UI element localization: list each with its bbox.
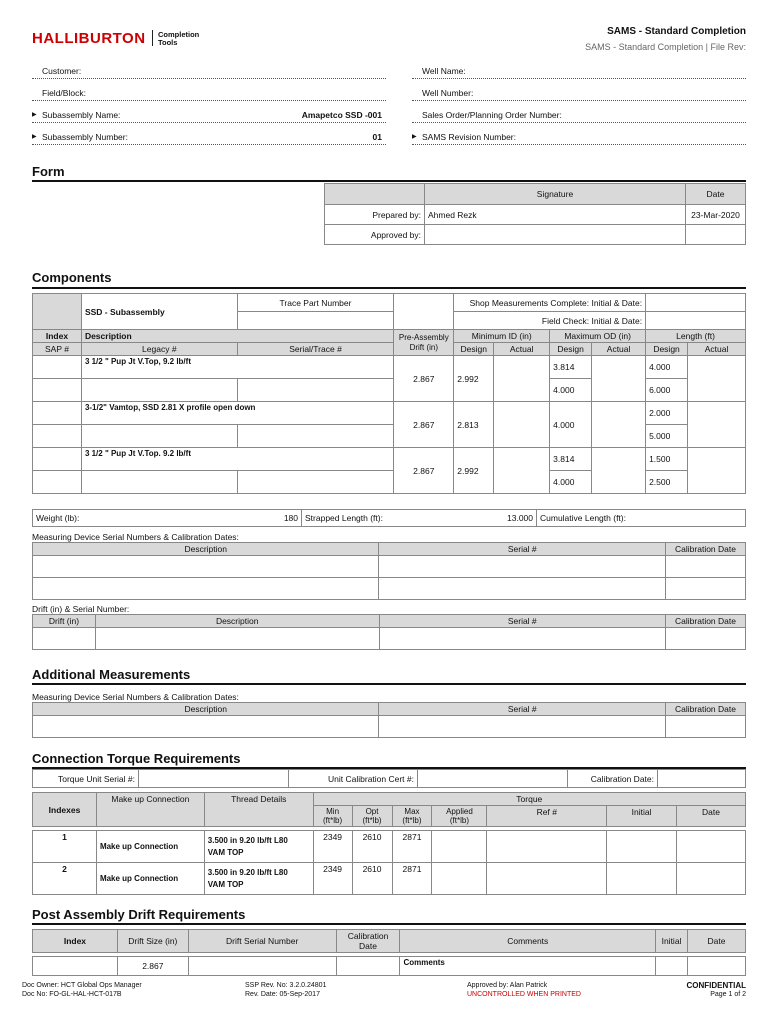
serial-cell[interactable] <box>379 628 666 650</box>
footer-page-number: Page 1 of 2 <box>710 991 746 998</box>
torque-ref[interactable] <box>487 863 607 895</box>
thread-details-header: Thread Details <box>204 793 313 827</box>
date-header: Date <box>677 806 746 827</box>
expand-arrow-icon: ▶ <box>32 112 37 118</box>
footer-confidential: CONFIDENTIAL <box>686 981 746 990</box>
prepared-date[interactable]: 23-Mar-2020 <box>686 205 746 225</box>
description-cell[interactable] <box>33 716 379 738</box>
sams-revision-field[interactable] <box>412 128 746 145</box>
shop-complete-value[interactable] <box>646 294 746 312</box>
measuring-devices-table <box>32 542 746 600</box>
design-header: Design <box>454 343 494 356</box>
torque-initial[interactable] <box>607 863 677 895</box>
serial-cell[interactable] <box>379 556 666 578</box>
measuring-devices-label: Measuring Device Serial Numbers & Calibration Dates: <box>32 692 239 702</box>
trace-part-number-header: Trace Part Number <box>237 294 394 312</box>
thread-line-1: 3.500 in 9.20 lb/ft L80 <box>207 867 288 877</box>
strapped-length-label: Strapped Length (ft): <box>302 510 452 527</box>
calibration-date-label: Calibration Date: <box>568 770 658 788</box>
subassembly-number-value: 01 <box>372 132 382 142</box>
torque-max: 2871 <box>392 863 432 895</box>
signature-table <box>324 183 746 245</box>
table-row <box>33 831 746 863</box>
makeup-connection: Make up Connection <box>96 863 204 895</box>
thread-line-2: VAM TOP <box>207 879 244 889</box>
field-block-field[interactable] <box>32 84 386 101</box>
footer-doc-no: Doc No: FO-GL-HAL-HCT-017B <box>22 991 122 998</box>
customer-label: Customer: <box>42 66 82 76</box>
torque-index: 1 <box>33 831 97 863</box>
index-header: Index <box>33 930 118 953</box>
max-od-design: 3.814 <box>550 448 592 471</box>
min-id-design: 2.992 <box>454 356 494 402</box>
footer-uncontrolled: UNCONTROLLED WHEN PRINTED <box>467 991 581 998</box>
drift-serial-cell[interactable] <box>188 957 336 976</box>
description-header: Description <box>33 543 379 556</box>
strapped-length-value: 13.000 <box>452 510 537 527</box>
length-actual[interactable] <box>688 448 746 494</box>
design-header: Design <box>550 343 592 356</box>
drift-comments-cell[interactable]: Comments <box>400 957 656 976</box>
min-header: Min (ft*lb) <box>313 806 352 827</box>
table-row <box>33 448 746 471</box>
description-header: Description <box>33 703 379 716</box>
well-name-label: Well Name: <box>422 66 466 76</box>
field-check-label: Field Check: Initial & Date: <box>454 312 646 330</box>
subassembly-number-field[interactable] <box>32 128 386 145</box>
ref-header: Ref # <box>487 806 607 827</box>
footer-approved-by: Approved by: Alan Patrick <box>467 982 548 989</box>
opt-header: Opt (ft*lb) <box>352 806 392 827</box>
torque-opt: 2610 <box>352 831 392 863</box>
actual-header: Actual <box>592 343 646 356</box>
max-header: Max (ft*lb) <box>392 806 432 827</box>
drift-size-header: Drift Size (in) <box>117 930 188 953</box>
footer-approval-block <box>467 981 581 999</box>
drift-index-cell[interactable] <box>33 957 118 976</box>
date-header: Date <box>688 930 746 953</box>
drift-serial-table <box>32 614 746 650</box>
serial-cell[interactable] <box>379 578 666 600</box>
initial-header: Initial <box>656 930 688 953</box>
drift-size-value: 2.867 <box>117 957 188 976</box>
footer-ssp-rev: SSP Rev. No: 3.2.0.24801 <box>245 982 327 989</box>
component-description: 3 1/2 " Pup Jt V.Top, 9.2 lb/ft <box>81 356 393 379</box>
logo-divider <box>152 30 153 46</box>
footer-revision-block <box>245 981 326 999</box>
thread-details <box>204 831 313 863</box>
makeup-header: Make up Connection <box>96 793 204 827</box>
customer-field[interactable] <box>32 62 386 79</box>
actual-header: Actual <box>688 343 746 356</box>
index-cell[interactable] <box>33 402 82 425</box>
torque-table <box>32 792 746 895</box>
calibration-date-cell[interactable] <box>666 556 746 578</box>
table-row <box>33 356 746 379</box>
subassembly-name-field[interactable] <box>32 106 386 123</box>
table-row <box>33 716 746 738</box>
length-design: 1.500 <box>646 448 688 471</box>
description-cell[interactable] <box>33 578 379 600</box>
max-od-actual[interactable] <box>592 402 646 448</box>
comments-header: Comments <box>400 930 656 953</box>
max-od-design: 3.814 <box>550 356 592 379</box>
component-description: 3-1/2" Vamtop, SSD 2.81 X profile open down <box>81 402 393 425</box>
logo-sub-line-1: Completion <box>158 30 200 39</box>
weight-row <box>32 509 746 527</box>
legacy-header: Legacy # <box>81 343 237 356</box>
pre-drift-value: 2.867 <box>394 356 454 402</box>
length-design: 2.500 <box>646 471 688 494</box>
description-cell[interactable] <box>33 556 379 578</box>
thread-line-2: VAM TOP <box>207 847 244 857</box>
form-section-title: Form <box>32 164 65 179</box>
length-design: 2.000 <box>646 402 688 425</box>
prepared-by-label: Prepared by: <box>325 205 425 225</box>
weight-label: Weight (lb): <box>33 510 273 527</box>
calibration-date-header: Calibration Date <box>336 930 400 953</box>
pre-assembly-drift-header <box>394 330 454 356</box>
torque-date[interactable] <box>677 863 746 895</box>
length-actual[interactable] <box>688 356 746 402</box>
length-design: 6.000 <box>646 379 688 402</box>
max-od-actual[interactable] <box>592 356 646 402</box>
measuring-devices-label: Measuring Device Serial Numbers & Calibration Dates: <box>32 532 239 542</box>
calibration-date-header: Calibration Date <box>666 543 746 556</box>
subassembly-name-label: Subassembly Name: <box>42 110 121 120</box>
length-design: 4.000 <box>646 356 688 379</box>
max-od-design: 4.000 <box>550 402 592 448</box>
torque-section-title: Connection Torque Requirements <box>32 751 241 766</box>
serial-cell[interactable] <box>237 379 394 402</box>
serial-header: Serial # <box>379 615 666 628</box>
legacy-cell[interactable] <box>81 379 237 402</box>
sap-cell[interactable] <box>33 425 82 448</box>
torque-max: 2871 <box>392 831 432 863</box>
torque-unit-serial-label: Torque Unit Serial #: <box>33 770 139 788</box>
calibration-date-cell[interactable] <box>666 628 746 650</box>
signature-header: Signature <box>425 184 686 205</box>
footer-owner-block <box>22 981 142 999</box>
drift-date-cell[interactable] <box>688 957 746 976</box>
torque-header: Torque <box>313 793 745 806</box>
index-cell[interactable] <box>33 448 82 471</box>
torque-index: 2 <box>33 863 97 895</box>
torque-applied[interactable] <box>432 863 487 895</box>
unit-cal-cert-label: Unit Calibration Cert #: <box>289 770 418 788</box>
components-section-title: Components <box>32 270 112 285</box>
sap-header: SAP # <box>33 343 82 356</box>
indexes-header: Indexes <box>33 793 97 827</box>
serial-cell[interactable] <box>237 425 394 448</box>
serial-cell[interactable] <box>379 716 666 738</box>
thread-line-1: 3.500 in 9.20 lb/ft L80 <box>207 835 288 845</box>
length-header: Length (ft) <box>646 330 746 343</box>
component-description: 3 1/2 " Pup Jt V.Top. 9.2 lb/ft <box>81 448 393 471</box>
field-check-value[interactable] <box>646 312 746 330</box>
calibration-date-header: Calibration Date <box>666 703 746 716</box>
blank-cell <box>33 294 82 330</box>
footer-rev-date: Rev. Date: 05-Sep-2017 <box>245 991 320 998</box>
well-number-field[interactable] <box>412 84 746 101</box>
cumulative-length-label: Cumulative Length (ft): <box>537 510 746 527</box>
length-design: 5.000 <box>646 425 688 448</box>
max-od-actual[interactable] <box>592 448 646 494</box>
table-row <box>33 957 746 976</box>
weight-value: 180 <box>273 510 302 527</box>
section-divider <box>32 923 746 925</box>
sales-order-label: Sales Order/Planning Order Number: <box>422 110 562 120</box>
min-id-design: 2.992 <box>454 448 494 494</box>
min-id-actual[interactable] <box>494 448 550 494</box>
pre-drift-value: 2.867 <box>394 402 454 448</box>
section-divider <box>32 180 746 182</box>
section-divider <box>32 287 746 289</box>
index-cell[interactable] <box>33 356 82 379</box>
serial-header: Serial # <box>379 543 666 556</box>
subassembly-number-label: Subassembly Number: <box>42 132 128 142</box>
logo-subtitle <box>158 31 199 47</box>
drift-in-header: Drift (in) <box>33 615 96 628</box>
unit-cal-cert-value[interactable] <box>418 770 568 788</box>
table-row <box>33 402 746 425</box>
index-header: Index <box>33 330 82 343</box>
torque-unit-table <box>32 769 746 788</box>
min-id-header: Minimum ID (in) <box>454 330 550 343</box>
actual-header: Actual <box>494 343 550 356</box>
halliburton-logo: HALLIBURTON <box>32 30 146 47</box>
makeup-connection: Make up Connection <box>96 831 204 863</box>
calibration-date-cell[interactable] <box>666 716 746 738</box>
min-id-actual[interactable] <box>494 402 550 448</box>
torque-min: 2349 <box>313 831 352 863</box>
field-block-label: Field/Block: <box>42 88 86 98</box>
length-actual[interactable] <box>688 402 746 448</box>
prepared-by-value[interactable]: Ahmed Rezk <box>425 205 686 225</box>
torque-ref[interactable] <box>487 831 607 863</box>
thread-details <box>204 863 313 895</box>
drift-cal-date-cell[interactable] <box>336 957 400 976</box>
table-row <box>33 863 746 895</box>
pre-drift-value: 2.867 <box>394 448 454 494</box>
expand-arrow-icon: ▶ <box>32 134 37 140</box>
min-id-design: 2.813 <box>454 402 494 448</box>
drift-cell[interactable] <box>33 628 96 650</box>
legacy-cell[interactable] <box>81 471 237 494</box>
table-row <box>33 556 746 578</box>
well-number-label: Well Number: <box>422 88 474 98</box>
pre-assembly-header-line-2: Drift (in) <box>409 342 439 352</box>
torque-min: 2349 <box>313 863 352 895</box>
legacy-cell[interactable] <box>81 425 237 448</box>
footer-confidential-block <box>686 981 746 999</box>
drift-table <box>32 929 746 976</box>
additional-measurements-title: Additional Measurements <box>32 667 191 682</box>
torque-unit-serial-value[interactable] <box>139 770 289 788</box>
drift-initial-cell[interactable] <box>656 957 688 976</box>
applied-header: Applied (ft*lb) <box>432 806 487 827</box>
sams-revision-label: SAMS Revision Number: <box>422 132 517 142</box>
torque-applied[interactable] <box>432 831 487 863</box>
shop-complete-label: Shop Measurements Complete: Initial & Date: <box>454 294 646 312</box>
max-od-design: 4.000 <box>550 379 592 402</box>
components-table <box>32 293 746 494</box>
sap-cell[interactable] <box>33 471 82 494</box>
drift-serial-header: Drift Serial Number <box>188 930 336 953</box>
torque-date[interactable] <box>677 831 746 863</box>
sales-order-field[interactable] <box>412 106 746 123</box>
initial-header: Initial <box>607 806 677 827</box>
subassembly-title: SSD - Subassembly <box>81 294 237 330</box>
serial-trace-header: Serial/Trace # <box>237 343 394 356</box>
approved-by-value[interactable] <box>425 225 686 245</box>
serial-cell[interactable] <box>237 471 394 494</box>
footer-doc-owner: Doc Owner: HCT Global Ops Manager <box>22 982 142 989</box>
torque-initial[interactable] <box>607 831 677 863</box>
well-name-field[interactable] <box>412 62 746 79</box>
document-subtitle: SAMS - Standard Completion | File Rev: <box>585 42 746 52</box>
sap-cell[interactable] <box>33 379 82 402</box>
calibration-date-header: Calibration Date <box>666 615 746 628</box>
date-header: Date <box>686 184 746 205</box>
expand-arrow-icon: ▶ <box>412 134 417 140</box>
document-title: SAMS - Standard Completion <box>607 26 746 37</box>
description-cell[interactable] <box>95 628 379 650</box>
calibration-date-value[interactable] <box>658 770 746 788</box>
design-header: Design <box>646 343 688 356</box>
table-row <box>33 578 746 600</box>
description-header: Description <box>81 330 393 343</box>
subassembly-name-value: Amapetco SSD -001 <box>301 110 382 120</box>
drift-section-title: Post Assembly Drift Requirements <box>32 907 246 922</box>
pre-assembly-header-line-1: Pre-Assembly <box>398 332 449 342</box>
min-id-actual[interactable] <box>494 356 550 402</box>
description-header: Description <box>95 615 379 628</box>
drift-serial-label: Drift (in) & Serial Number: <box>32 604 130 614</box>
logo-sub-line-2: Tools <box>158 38 178 47</box>
approved-date[interactable] <box>686 225 746 245</box>
trace-part-number-value[interactable] <box>237 312 394 330</box>
calibration-date-cell[interactable] <box>666 578 746 600</box>
serial-header: Serial # <box>379 703 666 716</box>
torque-opt: 2610 <box>352 863 392 895</box>
blank-cell <box>394 294 454 330</box>
section-divider <box>32 683 746 685</box>
additional-measuring-table <box>32 702 746 738</box>
blank-cell <box>325 184 425 205</box>
max-od-design: 4.000 <box>550 471 592 494</box>
approved-by-label: Approved by: <box>325 225 425 245</box>
table-row <box>33 628 746 650</box>
max-od-header: Maximum OD (in) <box>550 330 646 343</box>
